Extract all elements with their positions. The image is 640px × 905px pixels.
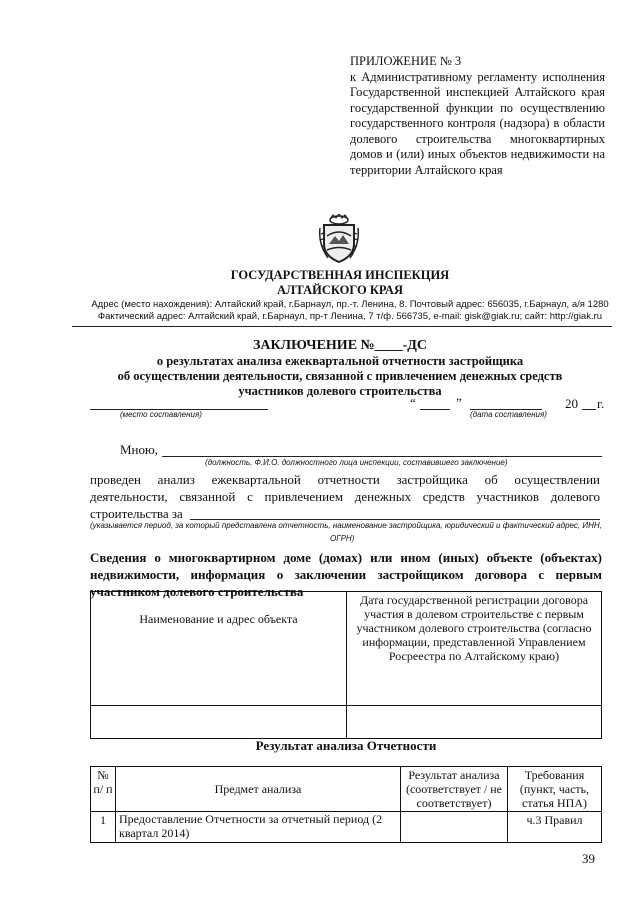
analysis-table-header [91,767,602,812]
object-table-cell [91,706,347,739]
date-label: (дата составления) [470,410,547,419]
section2-title: Результат анализа Отчетности [255,738,437,753]
table-row [91,812,602,843]
body-line-3: строительства за [90,506,183,521]
conclusion-subtitle-1: о результатах анализа ежеквартальной отчетности застройщика [156,354,524,368]
analysis-col-number: № п/ п [91,767,116,812]
year-suffix: г. [597,396,605,411]
org-address-legal: Адрес (место нахождения): Алтайский край, г.Барнаул, пр.-т. Ленина, 8. Почтовый адрес: 656035, г.Барнаул, а/я 1280 [91,299,609,310]
year-line [582,409,596,410]
section1-title: Сведения о многоквартирном доме (домах) или ином (иных) объекте (объектах) недвижимости, информация о заключении застройщиком договора с первым участником долевого строительства [90,550,602,599]
object-table [90,591,602,739]
header-divider [72,326,612,327]
appendix-text: к Административному регламенту исполнения Государственной инспекцией Алтайского края государственной функции по осуществлению государственного контроля (надзора) в области долевого строительства многоквартирных домов и (или) иных объектов недвижимости на территории Алтайского края [350,69,605,177]
org-address-actual: Фактический адрес: Алтайский край, г.Барнаул, пр-т Ленина, 7 т/ф. 566735, e-mail: gisk@giak.ru; сайт: http://giak.ru [97,311,603,322]
signer-hint: (должность, Ф.И.О. должностного лица инспекции, составившего заключение) [205,458,508,467]
year-prefix: 20 [565,396,578,411]
signer-line [162,456,602,457]
conclusion-subtitle-2: об осуществлении деятельности, связанной с привлечением денежных средств [117,369,563,383]
appendix-title: ПРИЛОЖЕНИЕ № 3 [350,54,462,68]
org-name-line2: АЛТАЙСКОГО КРАЯ [277,283,403,297]
analysis-cell-number: 1 [91,812,116,843]
object-table-col-name: Наименование и адрес объекта [91,592,347,706]
body-line-2: деятельности, связанной с привлечением денежных средств участников долевого [90,489,600,504]
body-line-1: проведен анализ ежеквартальной отчетности застройщика об осуществлении [90,472,600,487]
object-table-col-date: Дата государственной регистрации договора участия в долевом строительстве с первым участником долевого строительства (согласно информации, представленной Управлением Росреестра по Алтайскому краю) [347,592,602,706]
body-hint-2: ОГРН) [330,534,355,543]
analysis-col-requirements: Требования (пункт, часть, статья НПА) [508,767,602,812]
page-number: 39 [582,851,595,866]
object-table-row [91,706,602,739]
date-quote-open: “ [410,395,416,410]
analysis-cell-subject: Предоставление Отчетности за отчетный период (2 квартал 2014) [116,812,401,843]
signer-label: Мною, [120,442,158,457]
object-table-cell [347,706,602,739]
conclusion-subtitle-3: участников долевого строительства [238,384,442,398]
place-label: (место составления) [120,410,202,419]
analysis-cell-requirements: ч.3 Правил [508,812,602,843]
object-table-header [91,592,602,706]
appendix-block [350,54,605,178]
body-fill-line [190,519,600,520]
body-hint-1: (указывается период, за который представлена отчетность, наименование застройщика, юридический и фактический адрес, ИНН, [90,521,602,530]
analysis-table [90,766,602,843]
coat-of-arms-icon [318,214,360,264]
date-quote-close: ” [456,395,462,410]
analysis-col-result: Результат анализа (соответствует / не соответствует) [401,767,508,812]
analysis-cell-result [401,812,508,843]
day-line [420,409,450,410]
analysis-col-subject: Предмет анализа [116,767,401,812]
org-name-line1: ГОСУДАРСТВЕННАЯ ИНСПЕКЦИЯ [230,268,450,282]
conclusion-title: ЗАКЛЮЧЕНИЕ №____-ДС [252,338,427,353]
